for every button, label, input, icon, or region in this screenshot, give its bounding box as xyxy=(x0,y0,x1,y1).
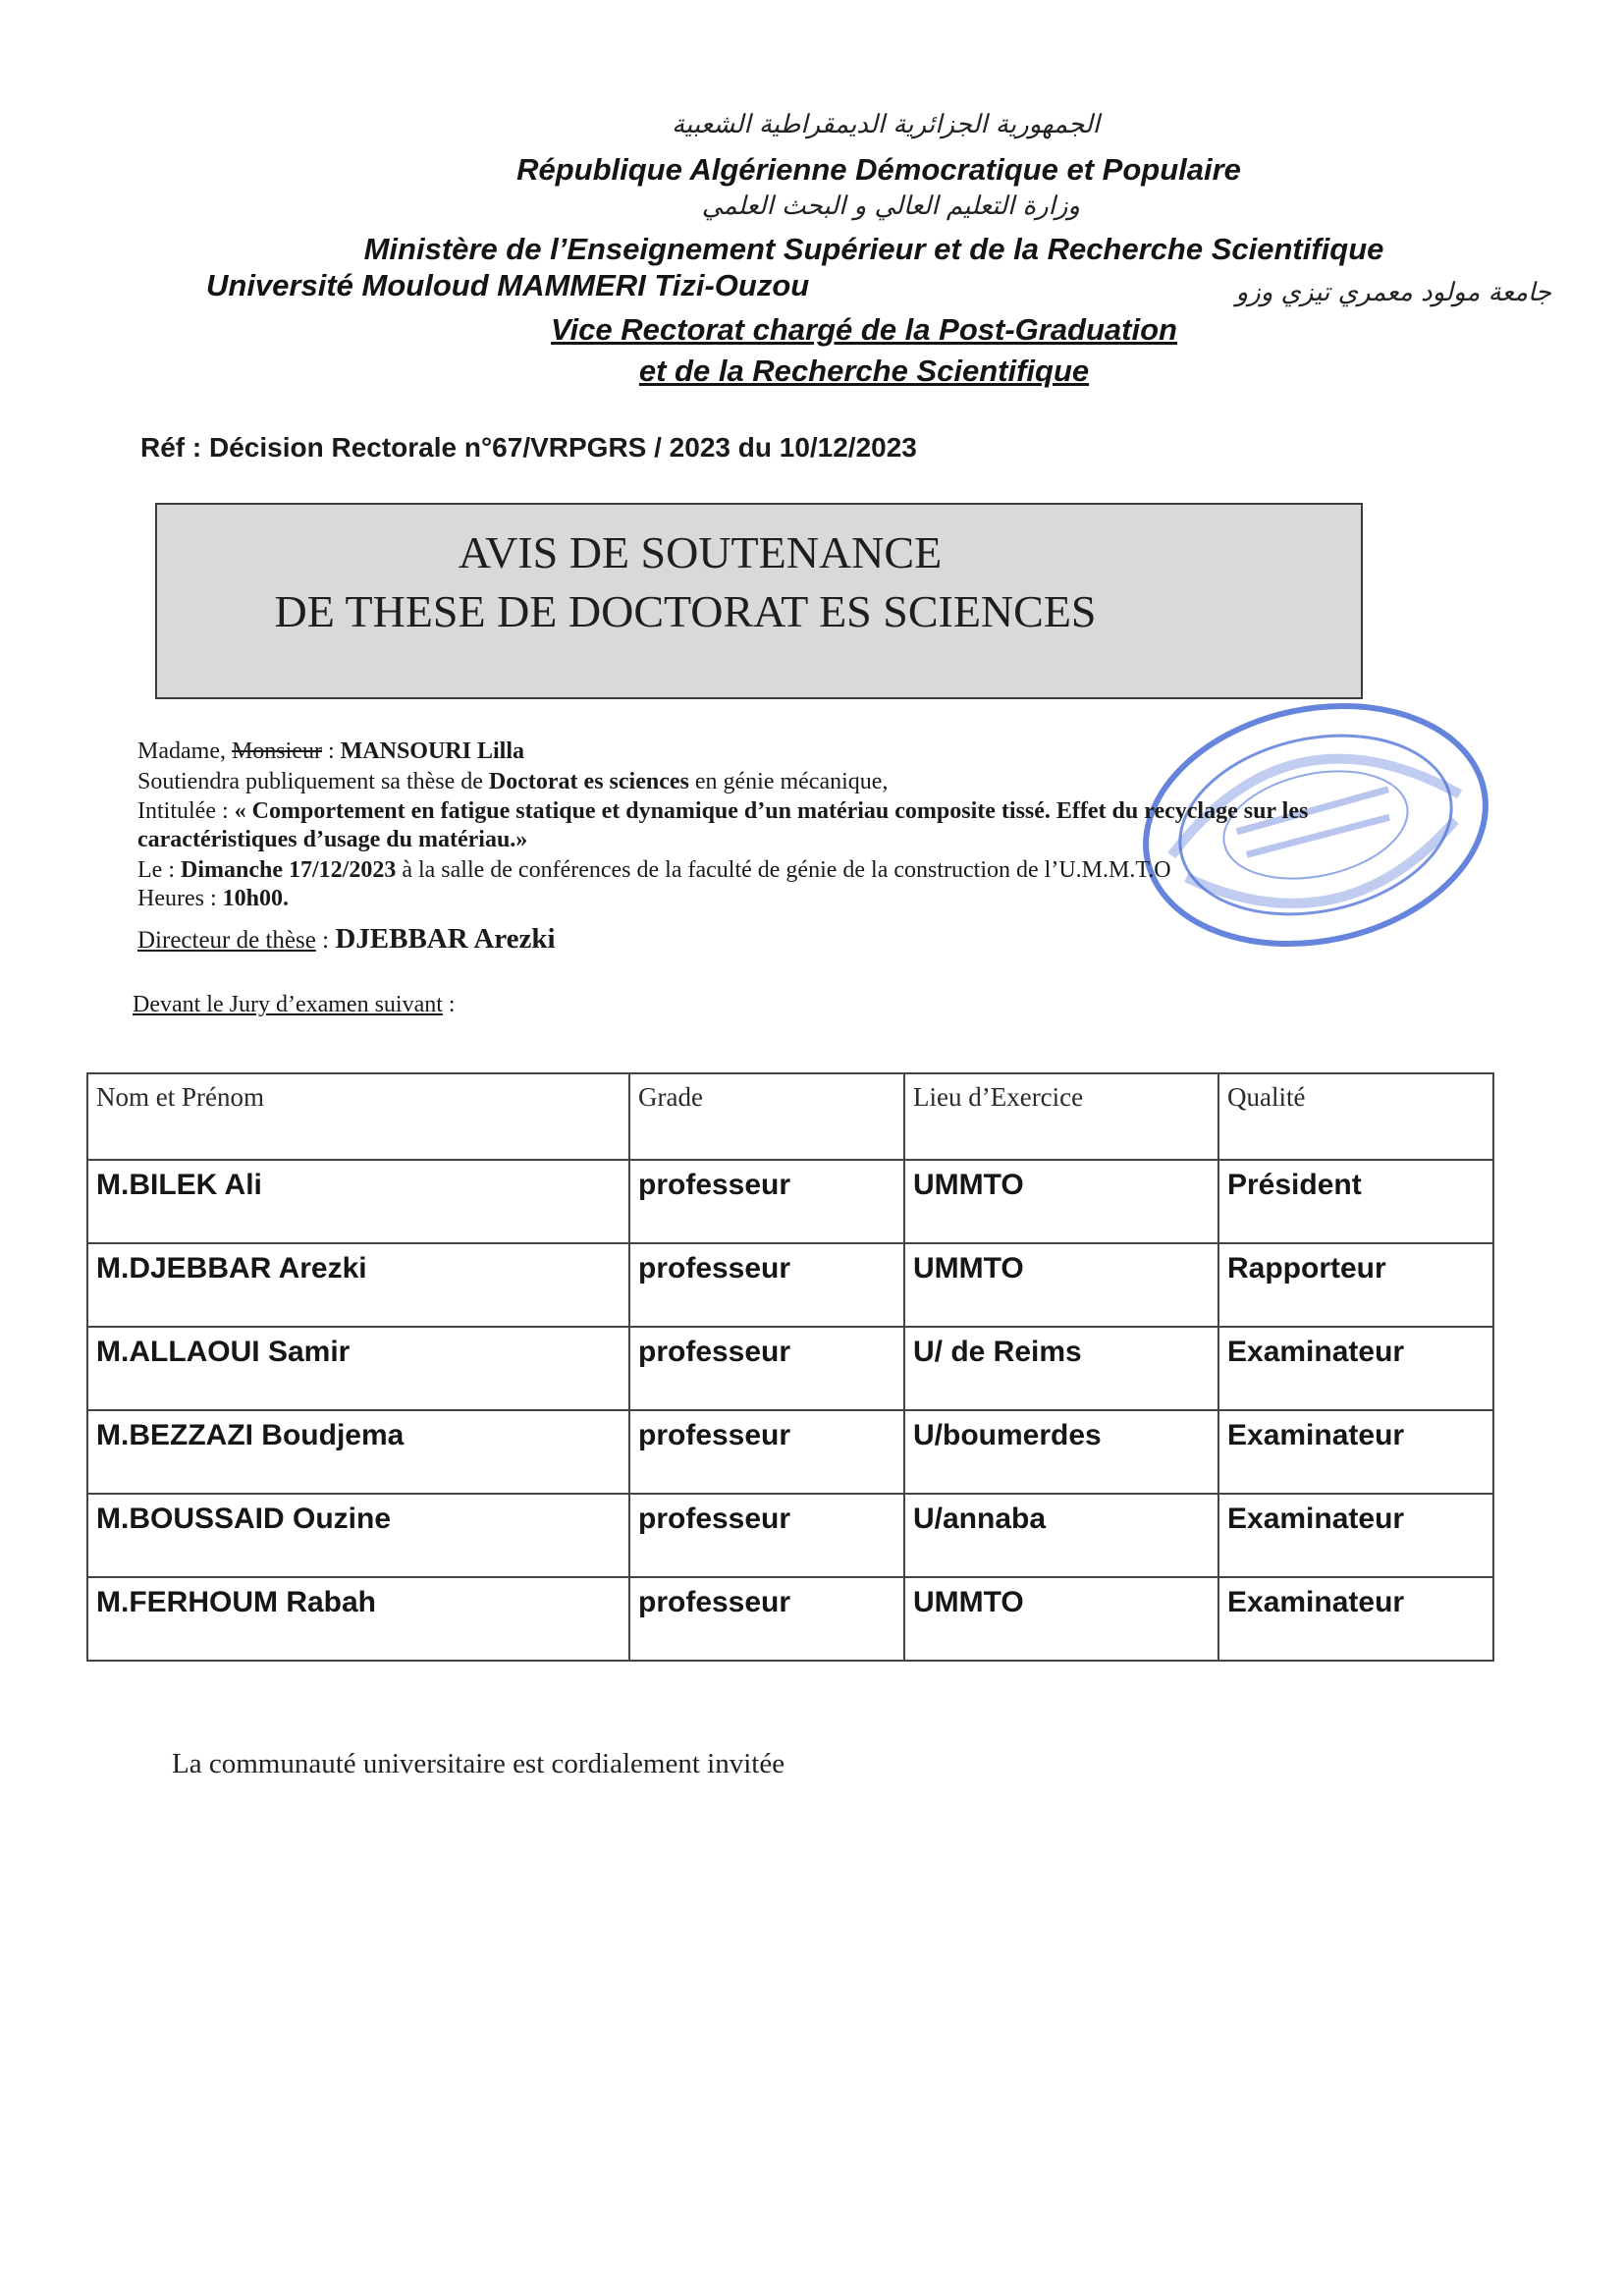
table-row xyxy=(87,1577,1493,1661)
title-box xyxy=(155,503,1363,699)
jury-role: Examinateur xyxy=(1218,1577,1493,1661)
table-row xyxy=(87,1160,1493,1243)
monsieur-struck-label: Monsieur xyxy=(231,738,322,764)
candidate-name: MANSOURI Lilla xyxy=(340,738,524,764)
jury-institution: U/boumerdes xyxy=(904,1410,1218,1494)
title-line-1: AVIS DE SOUTENANCE xyxy=(458,527,943,577)
jury-name: M.BEZZAZI Boudjema xyxy=(87,1410,629,1494)
header-qualite: Qualité xyxy=(1218,1073,1493,1160)
director-label: Directeur de thèse xyxy=(137,927,316,954)
jury-name: M.BILEK Ali xyxy=(87,1160,629,1243)
title-line-2: DE THESE DE DOCTORAT ES SCIENCES xyxy=(274,586,1097,636)
defense-location: à la salle de conférences de la faculté de génie de la construction de l’U.M.M.T.O xyxy=(396,857,1171,883)
candidate-separator: : xyxy=(321,738,341,764)
university-stamp-icon xyxy=(1129,678,1502,972)
header-nom-prenom: Nom et Prénom xyxy=(87,1073,629,1160)
thesis-title-part-1: « Comportement en fatigue statique et dynamique d’un matériau composite tissé. Effet du recyclage sur les xyxy=(234,798,1309,824)
ministry-heading: Ministère de l’Enseignement Supérieur et de la Recherche Scientifique xyxy=(363,232,1384,266)
table-row xyxy=(87,1410,1493,1494)
intitulee-prefix: Intitulée : xyxy=(137,798,235,824)
jury-name: M.BOUSSAID Ouzine xyxy=(87,1494,629,1577)
jury-institution: UMMTO xyxy=(904,1577,1218,1661)
jury-role: Examinateur xyxy=(1218,1410,1493,1494)
header-lieu-exercice: Lieu d’Exercice xyxy=(904,1073,1218,1160)
time-line xyxy=(137,886,289,912)
defense-date: Dimanche 17/12/2023 xyxy=(180,857,397,883)
degree-label: Doctorat es sciences xyxy=(488,769,689,794)
jury-intro: Devant le Jury d’examen suivant xyxy=(133,992,443,1017)
table-row xyxy=(87,1243,1493,1327)
jury-role: Président xyxy=(1218,1160,1493,1243)
table-row xyxy=(87,1494,1493,1577)
vice-rectorat-heading-line2: et de la Recherche Scientifique xyxy=(638,354,1090,388)
jury-grade: professeur xyxy=(629,1577,904,1661)
jury-grade: professeur xyxy=(629,1243,904,1327)
jury-name: M.ALLAOUI Samir xyxy=(87,1327,629,1410)
decision-reference: Réf : Décision Rectorale n°67/VRPGRS / 2023 du 10/12/2023 xyxy=(140,432,917,463)
director-name: DJEBBAR Arezki xyxy=(335,923,556,955)
thesis-title-line-1 xyxy=(137,798,1308,825)
jury-grade: professeur xyxy=(629,1327,904,1410)
defense-time: 10h00. xyxy=(222,886,289,911)
soutiendra-prefix: Soutiendra publiquement sa thèse de xyxy=(137,769,489,794)
jury-name: M.DJEBBAR Arezki xyxy=(87,1243,629,1327)
jury-grade: professeur xyxy=(629,1410,904,1494)
university-heading: Université Mouloud MAMMERI Tizi-Ouzou xyxy=(206,268,810,302)
jury-grade: professeur xyxy=(629,1494,904,1577)
table-header-row xyxy=(87,1073,1493,1160)
invitation-text: La communauté universitaire est cordialement invitée xyxy=(172,1748,785,1779)
soutiendra-suffix: en génie mécanique, xyxy=(688,769,889,794)
madame-label: Madame, xyxy=(137,738,226,764)
heures-prefix: Heures : xyxy=(137,886,223,911)
jury-institution: U/annaba xyxy=(904,1494,1218,1577)
vice-rectorat-heading-line1: Vice Rectorat chargé de la Post-Graduation xyxy=(551,312,1177,347)
thesis-title-line-2: caractéristiques d’usage du matériau.» xyxy=(137,827,528,852)
jury-institution: U/ de Reims xyxy=(904,1327,1218,1410)
jury-role: Examinateur xyxy=(1218,1494,1493,1577)
jury-institution: UMMTO xyxy=(904,1243,1218,1327)
table-row xyxy=(87,1327,1493,1410)
jury-grade: professeur xyxy=(629,1160,904,1243)
republic-heading: République Algérienne Démocratique et Populaire xyxy=(516,152,1241,187)
arabic-republic-heading: الجمهورية الجزائرية الديمقراطية الشعبية xyxy=(672,110,1100,139)
arabic-ministry-heading: وزارة التعليم العالي و البحث العلمي xyxy=(701,191,1080,221)
le-prefix: Le : xyxy=(137,857,181,883)
director-line xyxy=(137,923,556,956)
jury-role: Examinateur xyxy=(1218,1327,1493,1410)
jury-name: M.FERHOUM Rabah xyxy=(87,1577,629,1661)
director-separator: : xyxy=(315,927,336,954)
date-line xyxy=(137,857,1171,884)
jury-role: Rapporteur xyxy=(1218,1243,1493,1327)
soutiendra-line xyxy=(137,769,888,795)
jury-table xyxy=(86,1072,1494,1662)
header-grade: Grade xyxy=(629,1073,904,1160)
jury-intro-suffix: : xyxy=(442,992,456,1017)
candidate-line xyxy=(137,738,524,765)
arabic-university-heading: جامعة مولود معمري تيزي وزو xyxy=(1235,278,1551,307)
jury-institution: UMMTO xyxy=(904,1160,1218,1243)
jury-intro-line xyxy=(133,992,456,1018)
